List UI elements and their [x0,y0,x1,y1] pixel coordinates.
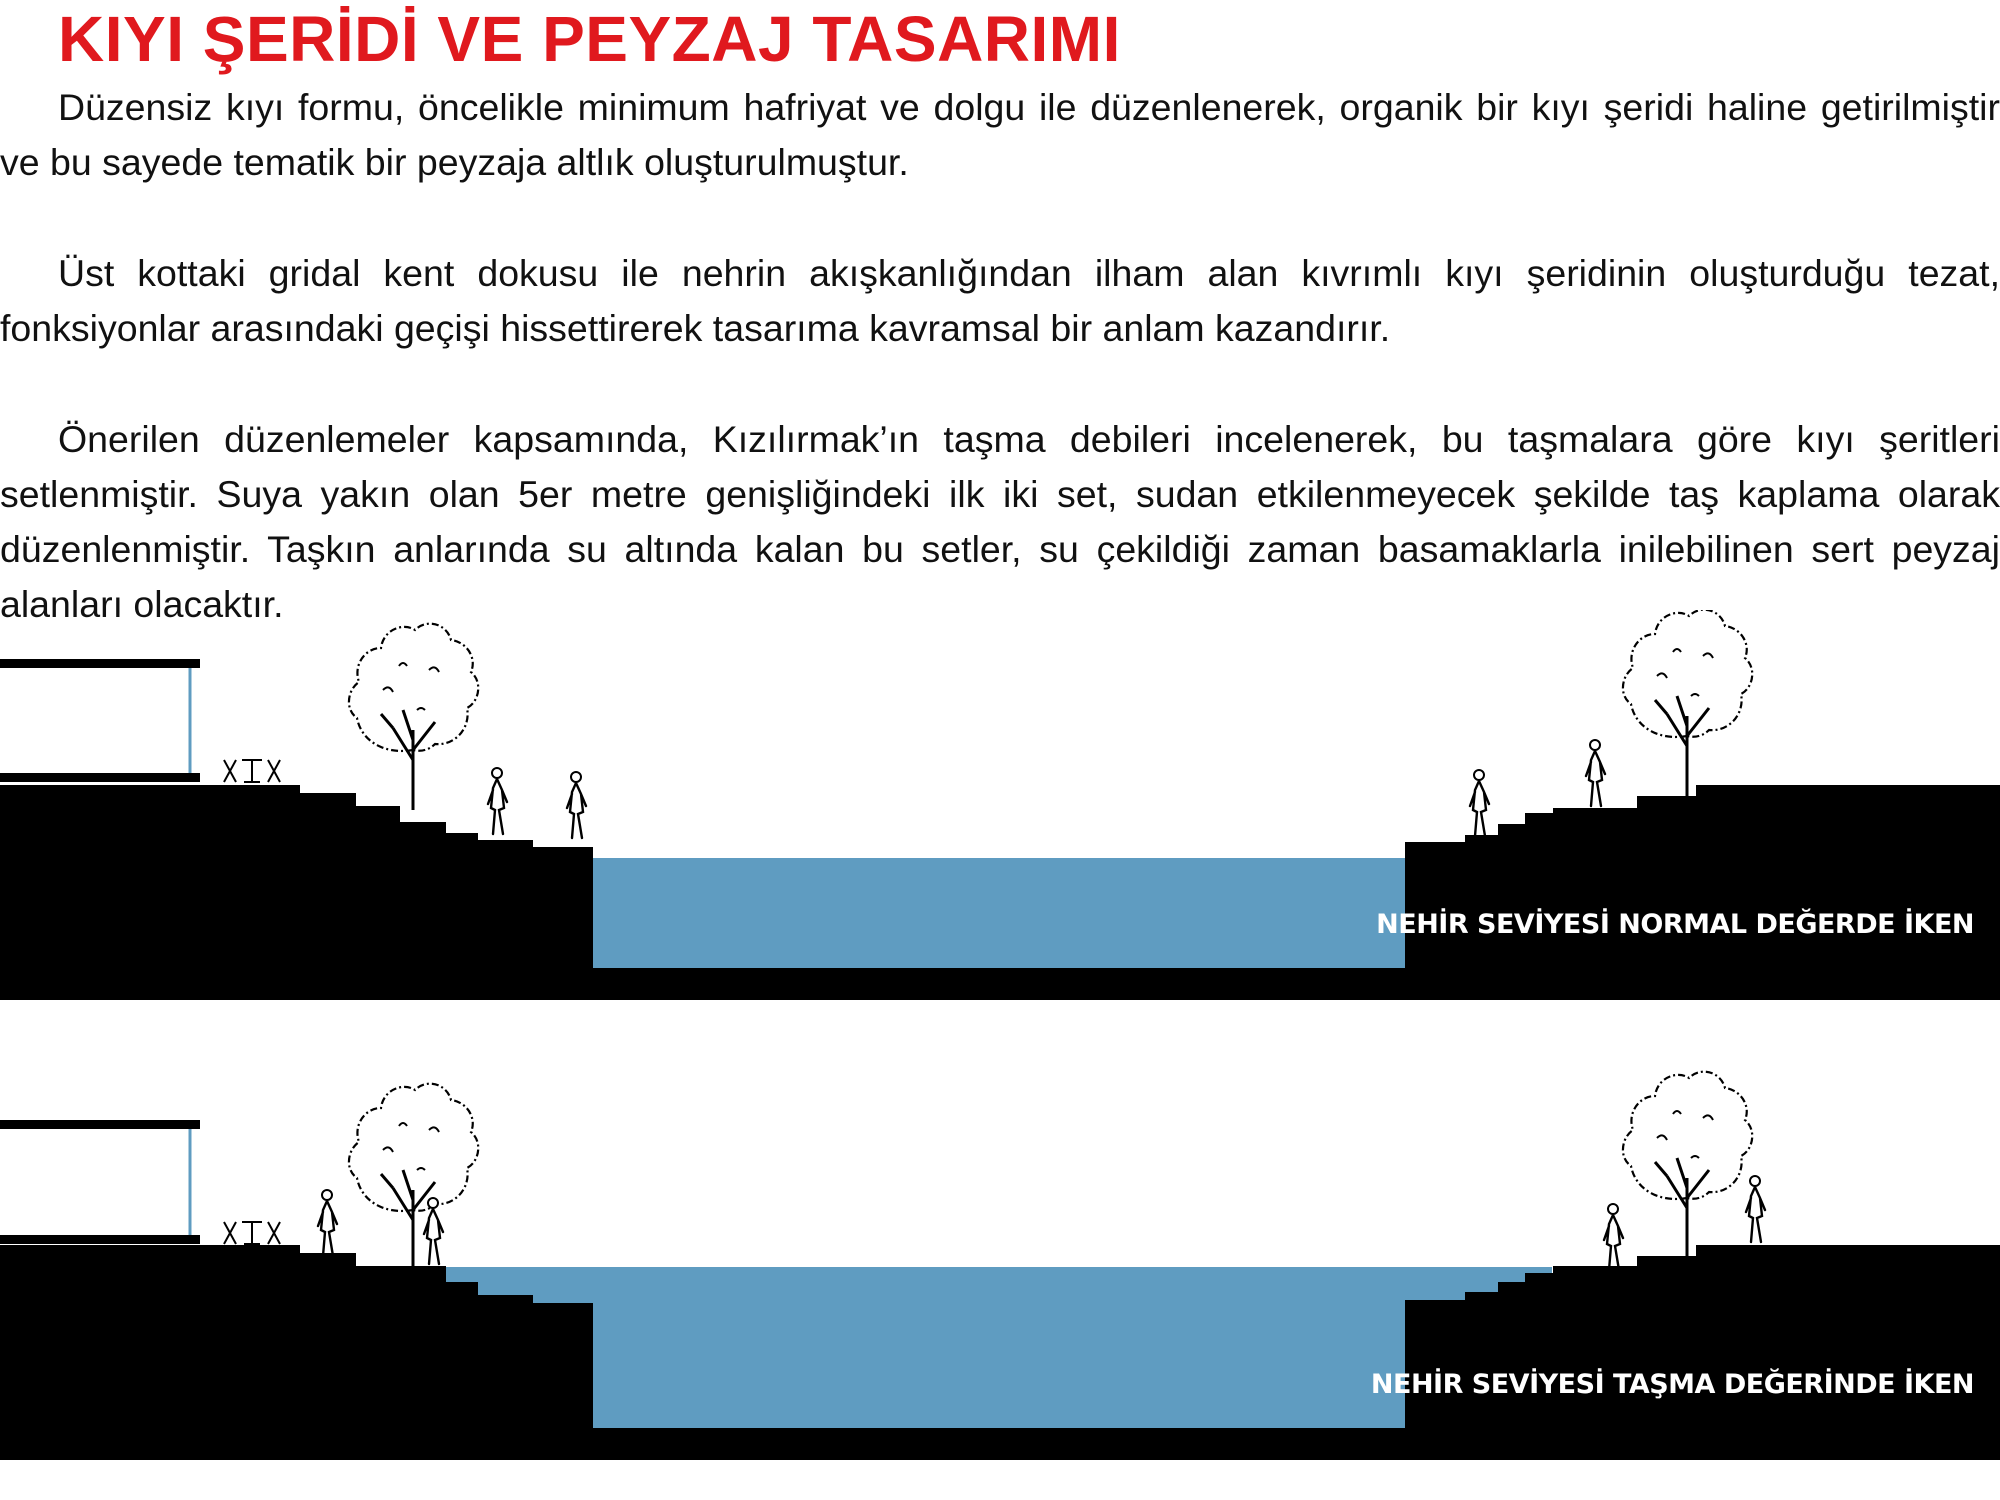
section-caption: NEHİR SEVİYESİ NORMAL DEĞERDE İKEN [1376,909,1974,940]
building-roof [0,659,200,668]
section-normal-level [0,610,2000,1000]
tree-icon [1623,610,1752,796]
cafe-table-icon [224,760,280,782]
building-floor [0,1235,200,1244]
river-water [593,858,1405,968]
person-icon [567,772,586,838]
person-icon [1746,1176,1765,1242]
building-roof [0,1120,200,1129]
tree-icon [1623,1072,1752,1258]
paragraph-1: Düzensiz kıyı formu, öncelikle minimum hafriyat ve dolgu ile düzenlenerek, organik bir kıyı şeridi haline getirilmiştir ve bu sayede tematik bir peyzaja altlık oluşturulmuştur. [0,86,2000,183]
tree-icon [349,624,478,810]
building-floor [0,773,200,782]
paragraph-3: Önerilen düzenlemeler kapsamında, Kızılırmak’ın taşma debileri incelenerek, bu taşmalara göre kıyı şeritleri setlenmiştir. Suya yakın olan 5er metre genişliğindeki ilk iki set, sudan etkilenmeyecek şekilde taş kaplama olarak düzenlenmiştir. Taşkın anlarında su altında kalan bu setler, su çekildiği zaman basamaklarla inilebilinen sert peyzaj alanları olacaktır. [0,418,2000,625]
river-water [446,1267,1552,1429]
person-icon [1586,740,1605,806]
page-title: KIYI ŞERİDİ VE PEYZAJ TASARIMI [58,3,1121,75]
paragraph-2: Üst kottaki gridal kent dokusu ile nehrin akışkanlığından ilham alan kıvrımlı kıyı şeridinin oluşturduğu tezat, fonksiyonlar arasındaki geçişi hissettirerek tasarıma kavramsal bir anlam kazandırır. [0,252,2000,349]
person-icon [1470,770,1489,836]
tree-icon [349,1084,478,1270]
person-icon [1604,1204,1623,1270]
section-flood-level [0,1070,2000,1460]
person-icon [318,1190,337,1256]
cafe-table-icon [224,1222,280,1244]
person-icon [488,768,507,834]
description-text [0,80,2000,632]
section-caption: NEHİR SEVİYESİ TAŞMA DEĞERİNDE İKEN [1370,1369,1974,1400]
